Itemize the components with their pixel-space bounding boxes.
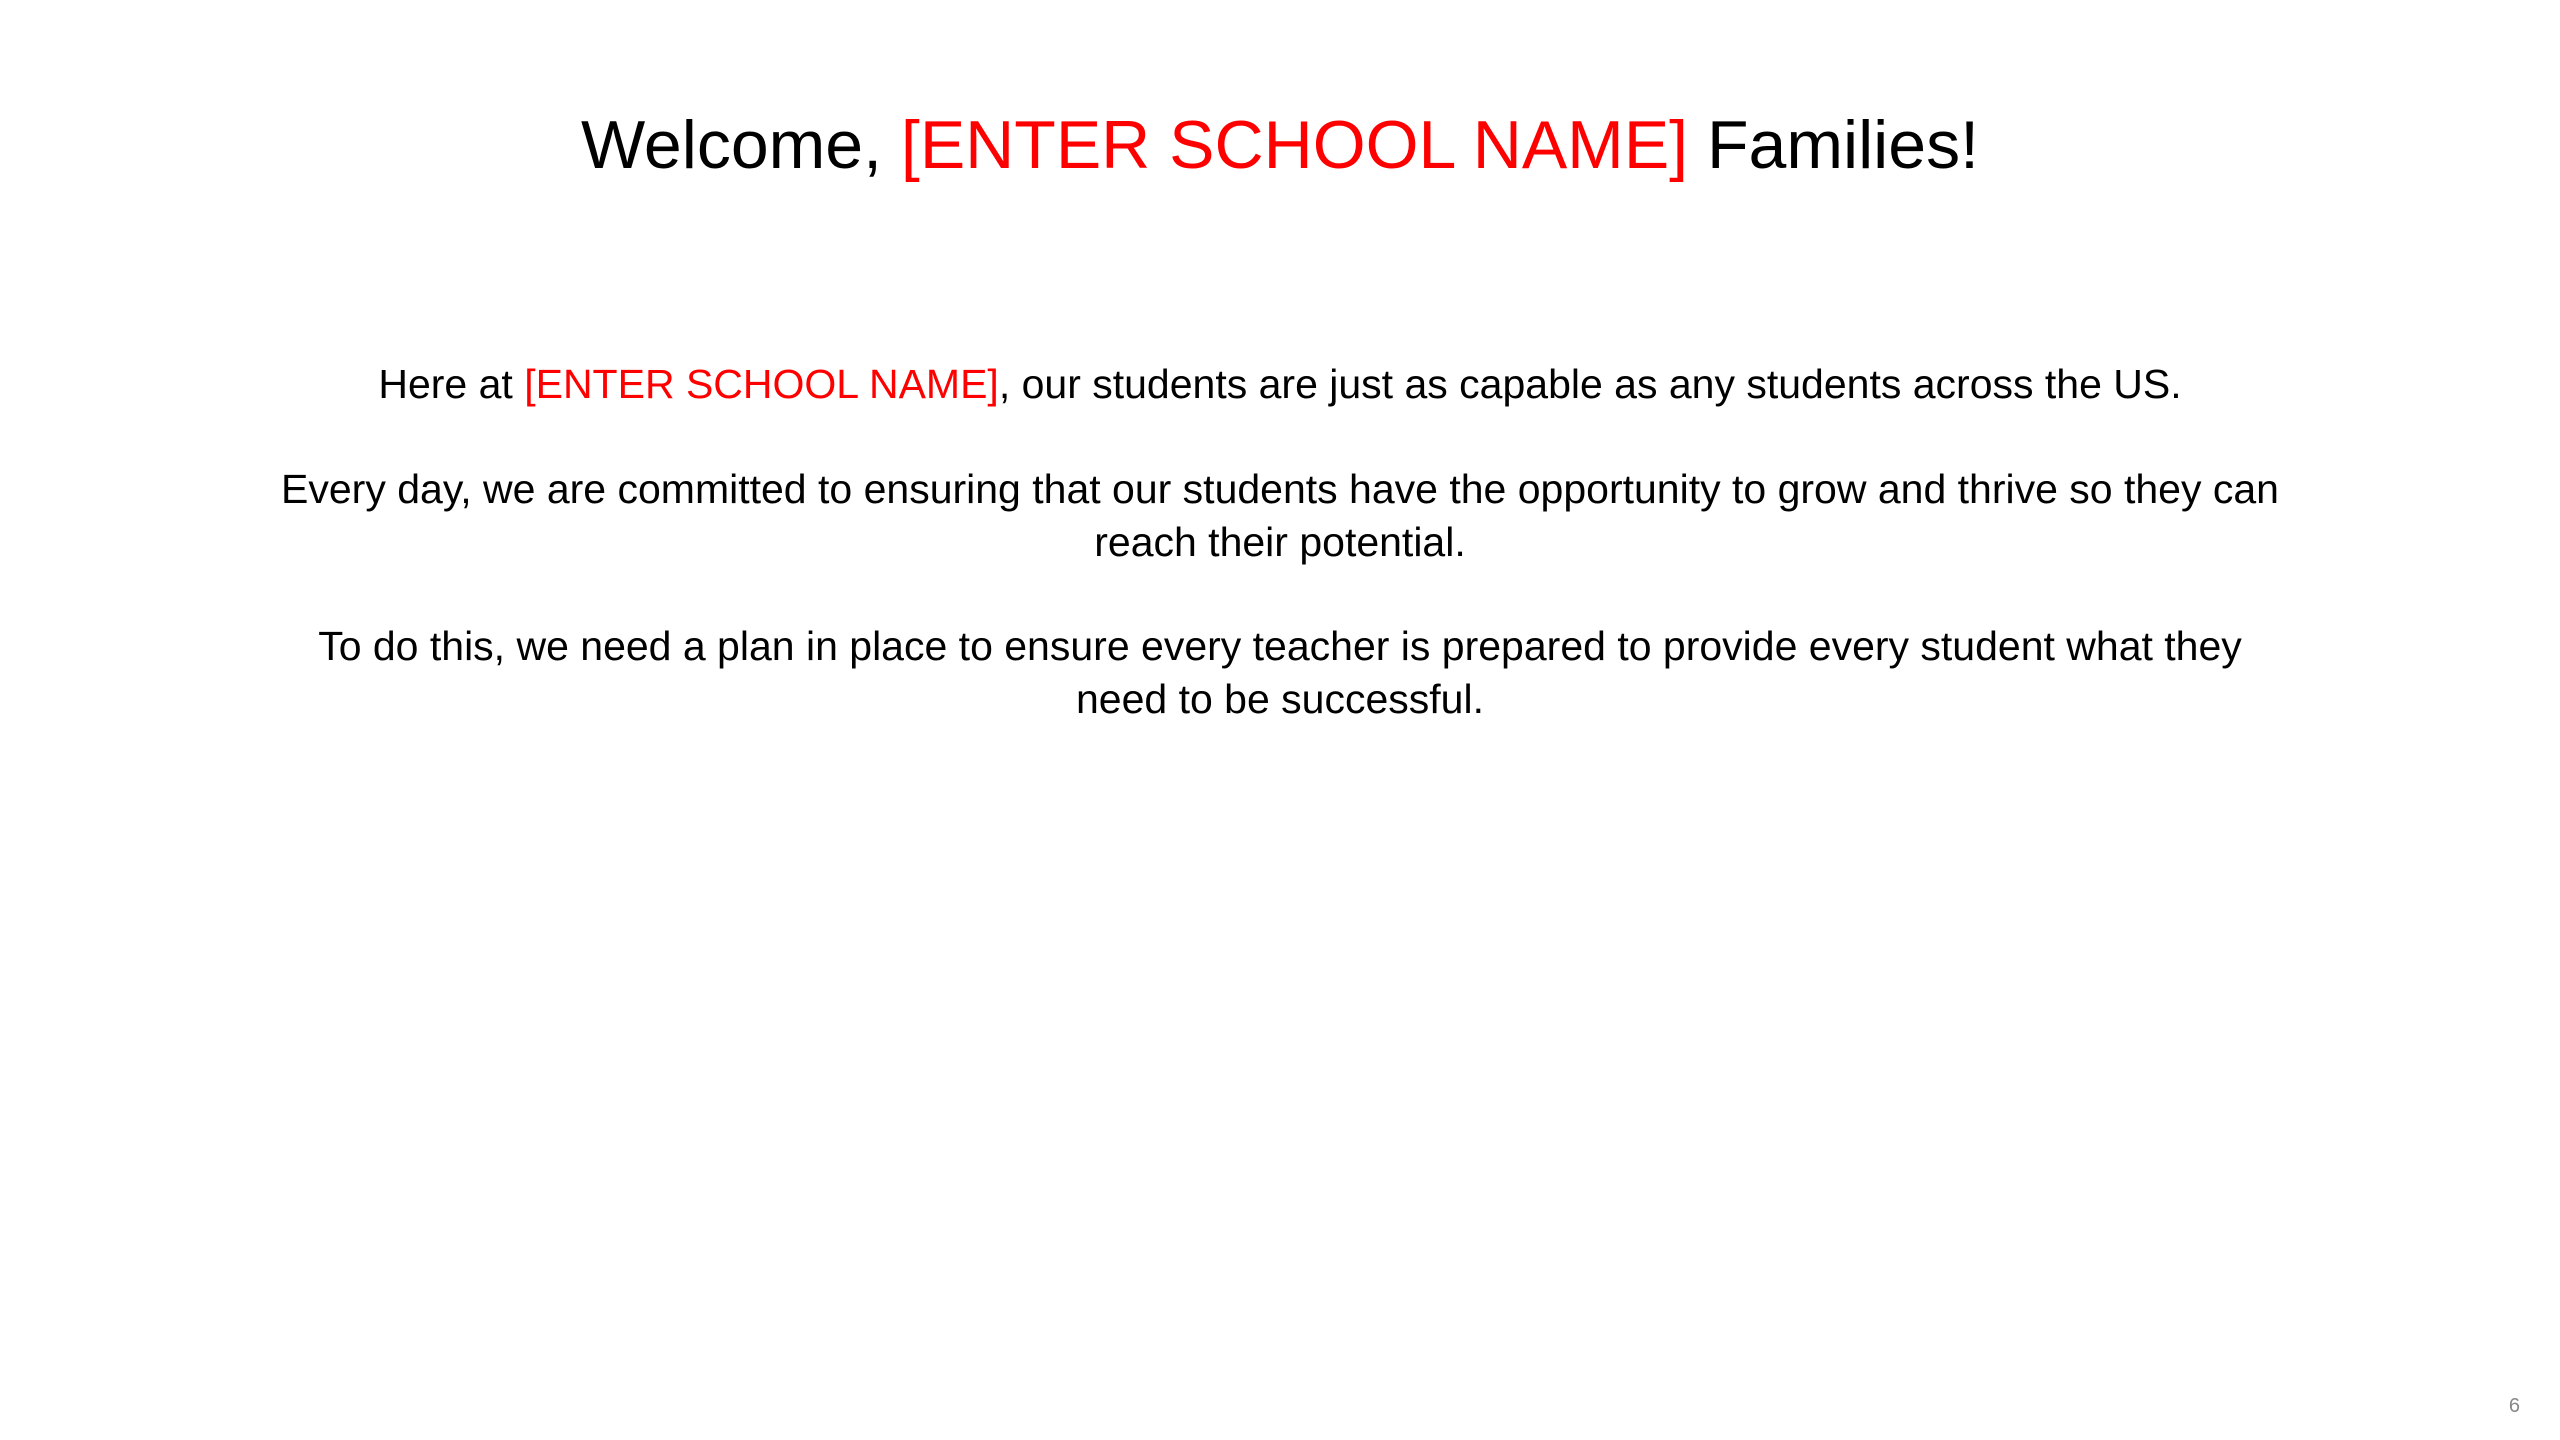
paragraph-intro xyxy=(270,358,2290,411)
paragraph-commitment: Every day, we are committed to ensuring that our students have the opportunity to grow and thrive so they can reach their potential. xyxy=(281,466,2279,565)
paragraph-school-name-placeholder: [ENTER SCHOOL NAME] xyxy=(524,361,999,407)
paragraph-intro-prefix: Here at xyxy=(378,361,525,407)
title-school-name-placeholder: [ENTER SCHOOL NAME] xyxy=(900,107,1689,183)
paragraph-intro-suffix: , our students are just as capable as any students across the US. xyxy=(998,361,2182,407)
title-prefix: Welcome, xyxy=(580,107,901,183)
page-number: 6 xyxy=(2508,1395,2520,1417)
paragraph-plan: To do this, we need a plan in place to ensure every teacher is prepared to provide every student what they need to be successful. xyxy=(318,623,2242,722)
title-suffix: Families! xyxy=(1688,107,1980,183)
slide-title xyxy=(0,100,2560,190)
